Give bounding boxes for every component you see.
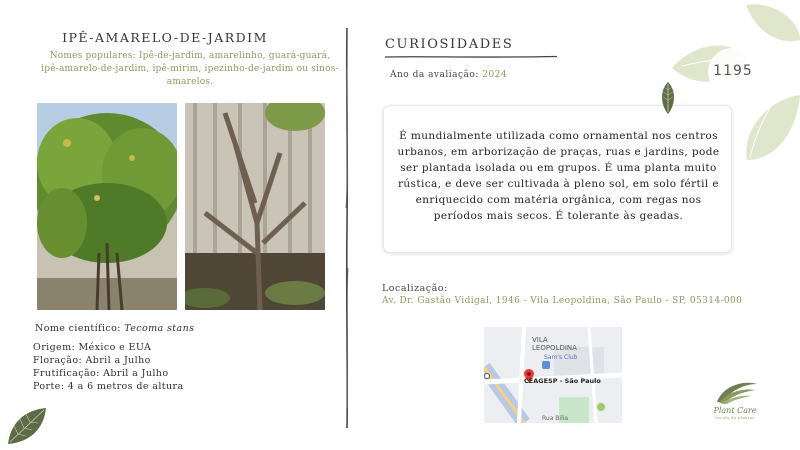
logo-name: Plant Care bbox=[713, 406, 757, 415]
small-leaf-icon bbox=[658, 82, 678, 114]
year-value: 2024 bbox=[482, 70, 508, 80]
bottom-leaf-icon bbox=[6, 406, 48, 446]
location-map[interactable] bbox=[484, 327, 622, 423]
plant-photo-2 bbox=[185, 103, 325, 310]
flowering: Floração: Abril a Julho bbox=[33, 355, 151, 366]
shop-icon bbox=[542, 361, 550, 369]
curiosities-text: É mundialmente utilizada como ornamental nos centros urbanos, em arborização de praças, ruas e jardins, pode ser plantada isolada ou em grupos. É uma planta muito rústica, e deve ser cultivada à pleno sol, em solo fértil e enriquecido com matéria orgânica, com regas nos períodos mais secos. É tolerante às geadas. bbox=[397, 130, 720, 222]
vertical-divider bbox=[340, 28, 354, 428]
evaluation-number: 1195 bbox=[713, 63, 753, 79]
map-poi-2: CEAGESP - São Paulo bbox=[524, 377, 601, 385]
map-poi-1: Sam's Club bbox=[544, 354, 578, 361]
scientific-value: Tecoma stans bbox=[124, 323, 195, 334]
logo-subtitle: escola de plantas bbox=[715, 416, 755, 420]
plant-title: IPÊ-AMARELO-DE-JARDIM bbox=[62, 30, 268, 45]
map-dot-icon bbox=[484, 373, 490, 379]
size: Porte: 4 a 6 metros de altura bbox=[33, 381, 184, 392]
decorative-leaves-icon bbox=[672, 0, 800, 180]
scientific-name bbox=[35, 323, 194, 334]
origin: Origem: México e EUA bbox=[33, 342, 152, 353]
year-label: Ano da avaliação: bbox=[390, 70, 483, 80]
map-district-label: VILA LEOPOLDINA bbox=[532, 336, 577, 352]
evaluation-year bbox=[390, 70, 507, 80]
curiosities-title: CURIOSIDADES bbox=[385, 37, 514, 52]
map-street: Rua Bilia bbox=[542, 415, 569, 422]
location-label: Localização: bbox=[382, 283, 448, 294]
plant-facts bbox=[33, 341, 184, 393]
plant-photo-1 bbox=[37, 103, 177, 310]
location-address: Av. Dr. Gastão Vidigal, 1946 - Vila Leopoldina, São Paulo - SP, 05314-000 bbox=[382, 296, 743, 306]
scientific-label: Nome científico: bbox=[35, 323, 125, 334]
popular-names: Nomes populares: Ipê-de-jardim, amarelinho, guará-guará, ipê-amarelo-de-jardim, ipê-mirim, ipezinho-de-jardim ou sinos-amarelos. bbox=[41, 51, 339, 87]
fruiting: Frutificação: Abril a Julho bbox=[33, 368, 169, 379]
title-underline bbox=[385, 54, 557, 60]
